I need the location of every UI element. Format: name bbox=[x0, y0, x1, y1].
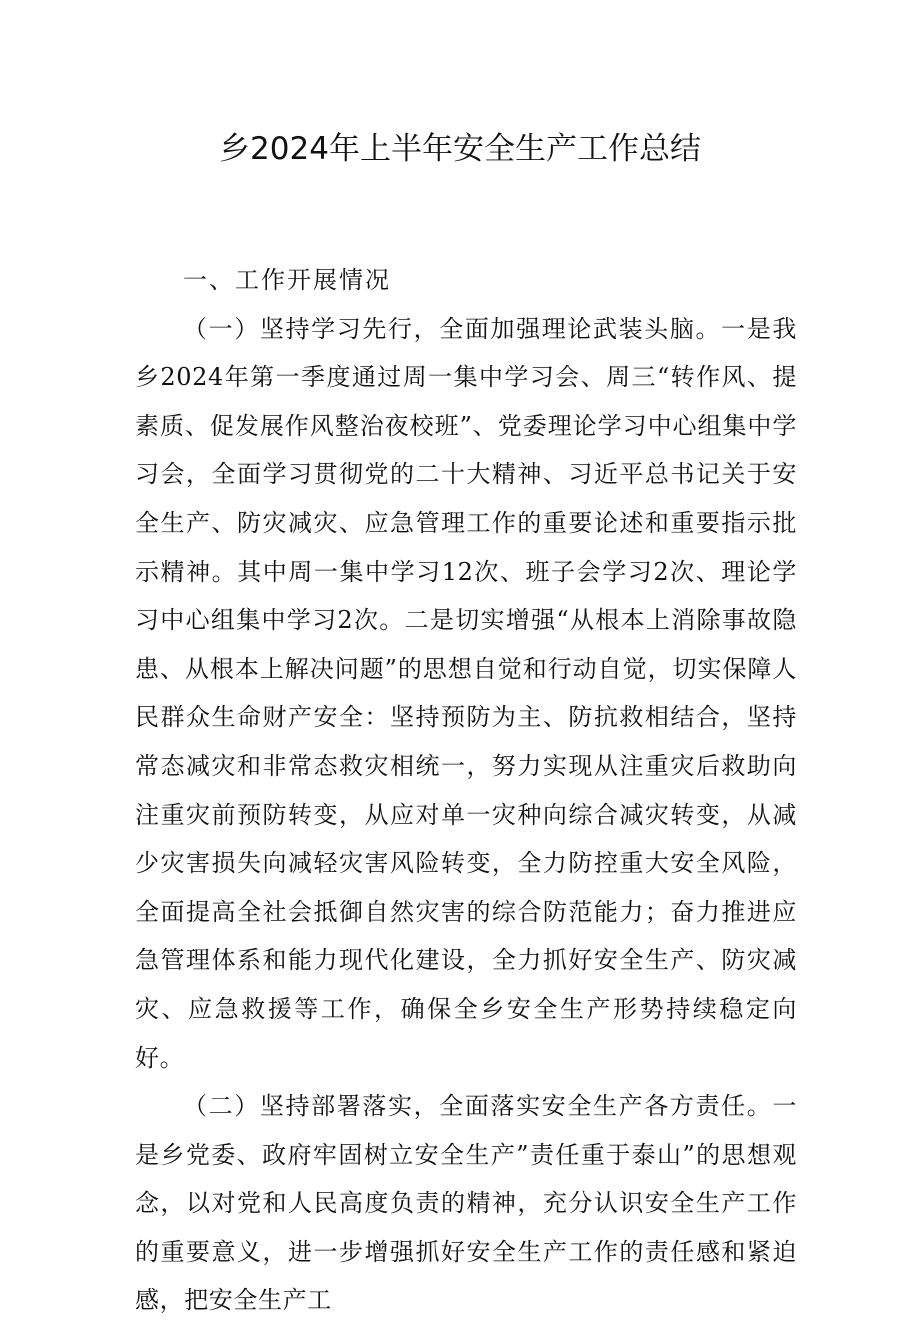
paragraph-2: （二）坚持部署落实，全面落实安全生产各方责任。一是乡党委、政府牢固树立安全生产”责任重于泰山”的思想观念，以对党和人民高度负责的精神，充分认识安全生产工作的重要意义，进一步增强抓好安全生产工作的责任感和紧迫感，把安全生产工 bbox=[135, 1092, 797, 1315]
document-title: 乡2024年上半年安全生产工作总结 bbox=[219, 131, 701, 167]
document-body bbox=[135, 256, 797, 1325]
section-heading: 一、工作开展情况 bbox=[183, 266, 391, 294]
paragraph-1: （一）坚持学习先行，全面加强理论武装头脑。一是我乡2024年第一季度通过周一集中学习会、周三“转作风、提素质、促发展作风整治夜校班”、党委理论学习中心组集中学习会，全面学习贯彻党的二十大精神、习近平总书记关于安全生产、防灾减灾、应急管理工作的重要论述和重要指示批示精神。其中周一集中学习12次、班子会学习2次、理论学习中心组集中学习2次。二是切实增强“从根本上消除事故隐患、从根本上解决问题”的思想自觉和行动自觉，切实保障人民群众生命财产安全：坚持预防为主、防抗救相结合，坚持常态减灾和非常态救灾相统一，努力实现从注重灾后救助向注重灾前预防转变，从应对单一灾种向综合减灾转变，从减少灾害损失向减轻灾害风险转变，全力防控重大安全风险，全面提高全社会抵御自然灾害的综合防范能力；奋力推进应急管理体系和能力现代化建设，全力抓好安全生产、防灾减灾、应急救援等工作，确保全乡安全生产形势持续稳定向好。 bbox=[135, 314, 797, 1072]
